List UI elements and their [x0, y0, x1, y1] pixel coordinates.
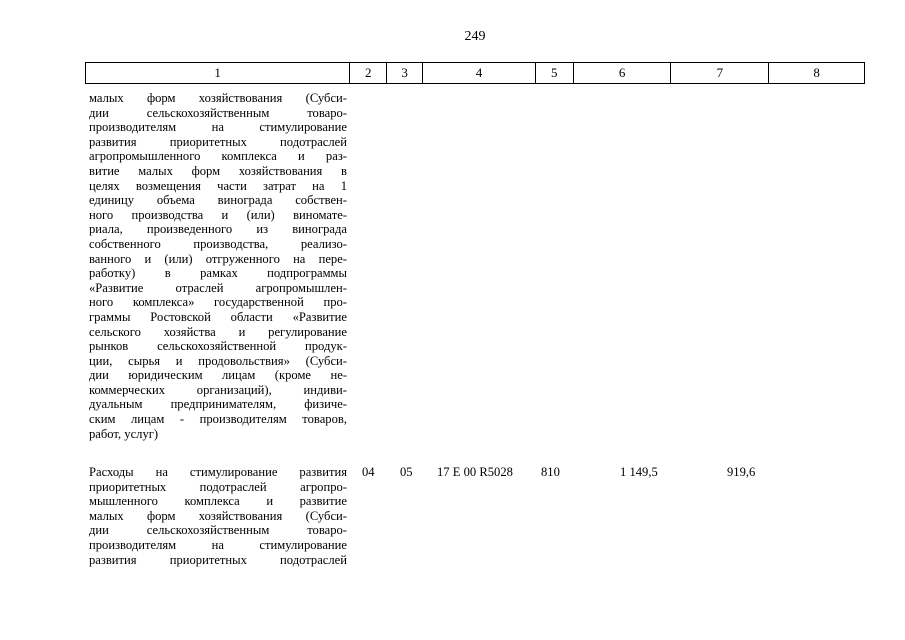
row-2-amount-col7: 919,6: [727, 465, 756, 479]
column-header-5: 5: [536, 63, 574, 83]
description-line: витие малых форм хозяйствования в: [89, 163, 347, 178]
column-header-2: 2: [350, 63, 387, 83]
description-line: сельского хозяйства и регулирование: [89, 324, 347, 339]
row-2-subsection-code: 05: [400, 465, 413, 479]
description-line: дии юридическим лицам (кроме не-: [89, 368, 347, 383]
description-line: приоритетных подотраслей агропро-: [89, 479, 347, 494]
description-line: «Развитие отраслей агропромышлен-: [89, 280, 347, 295]
column-header-4: 4: [423, 63, 536, 83]
column-header-8: 8: [813, 65, 820, 80]
table-row-1-description: [89, 91, 347, 441]
description-line: малых форм хозяйствования (Субси-: [89, 91, 347, 105]
table-header-row: [85, 62, 865, 84]
description-line: развития приоритетных подотраслей: [89, 134, 347, 149]
description-line: целях возмещения части затрат на 1: [89, 178, 347, 193]
description-line: Расходы на стимулирование развития: [89, 465, 347, 479]
row-2-section-code: 04: [362, 465, 375, 479]
column-header-7: 7: [671, 63, 769, 83]
column-header-3: 3: [387, 63, 423, 83]
description-line: ции, сырья и продовольствия» (Субси-: [89, 353, 347, 368]
table-row-2-description: [89, 465, 347, 567]
description-line: работку) в рамках подпрограммы: [89, 266, 347, 281]
description-line: ским лицам - производителям товаров,: [89, 412, 347, 427]
description-line: производителям на стимулирование: [89, 120, 347, 135]
description-line: ванного и (или) отгруженного на пере-: [89, 251, 347, 266]
column-header-1: 1: [86, 63, 350, 83]
description-line: дии сельскохозяйственным товаро-: [89, 523, 347, 538]
description-line: дии сельскохозяйственным товаро-: [89, 105, 347, 120]
column-header-6: 6: [574, 63, 672, 83]
description-line: коммерческих организаций), индиви-: [89, 382, 347, 397]
description-line: ного производства и (или) виномате-: [89, 207, 347, 222]
description-line: производителям на стимулирование: [89, 537, 347, 552]
description-line: мышленного комплекса и развитие: [89, 494, 347, 509]
row-2-target-article: 17 Е 00 R5028: [437, 465, 513, 479]
description-line: ного комплекса» государственной про-: [89, 295, 347, 310]
description-line: граммы Ростовской области «Развитие: [89, 309, 347, 324]
description-line: рынков сельскохозяйственной продук-: [89, 339, 347, 354]
description-line: единицу объема винограда собствен-: [89, 193, 347, 208]
description-line: риала, произведенного из винограда: [89, 222, 347, 237]
description-line: развития приоритетных подотраслей: [89, 552, 347, 567]
description-line: работ, услуг): [89, 426, 159, 441]
description-line: собственного производства, реализо-: [89, 236, 347, 251]
description-line: агропромышленного комплекса и раз-: [89, 149, 347, 164]
page-number: 249: [464, 29, 486, 44]
row-2-amount-col6: 1 149,5: [620, 465, 658, 479]
description-line: дуальным предпринимателям, физиче-: [89, 397, 347, 412]
row-2-expense-type: 810: [541, 465, 560, 479]
description-line: малых форм хозяйствования (Субси-: [89, 508, 347, 523]
